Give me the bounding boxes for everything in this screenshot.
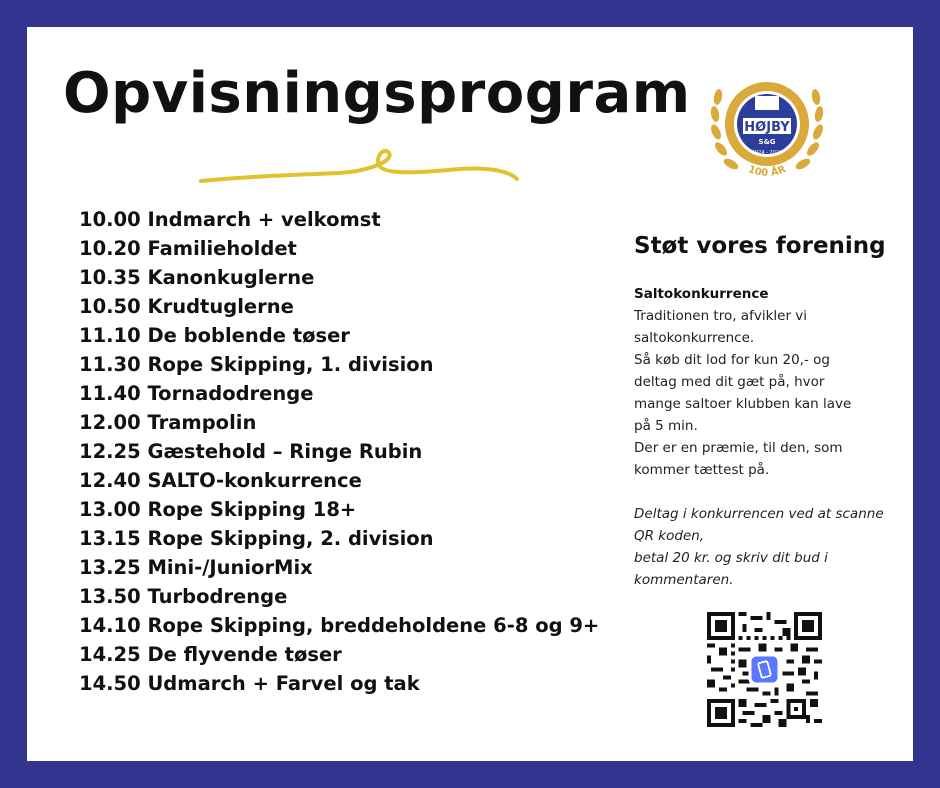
logo-name: HØJBY (744, 120, 790, 135)
support-line: Så køb dit lod for kun 20,- og (634, 352, 830, 368)
schedule-item: 12.00 Trampolin (79, 411, 257, 434)
schedule-item: 14.10 Rope Skipping, breddeholdene 6-8 og 9+ (79, 614, 600, 637)
schedule-item: 10.20 Familieholdet (79, 237, 297, 260)
support-italic-line: QR koden, (634, 528, 705, 544)
squiggle-decoration-icon (199, 149, 519, 189)
schedule-item: 14.25 De flyvende tøser (79, 643, 342, 666)
support-italic-line: betal 20 kr. og skriv dit bud i (634, 550, 828, 566)
schedule-item: 11.40 Tornadodrenge (79, 382, 314, 405)
schedule-item: 13.00 Rope Skipping 18+ (79, 498, 357, 521)
support-heading: Støt vores forening (634, 233, 886, 259)
logo-anniversary: 100 ÅR (746, 164, 788, 179)
schedule-item: 13.25 Mini-/JuniorMix (79, 556, 313, 579)
support-line: Traditionen tro, afvikler vi (634, 308, 808, 324)
support-subheading: Saltokonkurrence (634, 286, 769, 302)
mobilepay-icon (751, 656, 777, 682)
schedule-list (79, 205, 599, 698)
schedule-item: 10.00 Indmarch + velkomst (79, 208, 381, 231)
support-line: mange saltoer klubben kan lave (634, 396, 852, 412)
club-logo-icon (703, 54, 831, 196)
qr-code-icon[interactable] (707, 612, 822, 727)
page-title: Opvisningsprogram (63, 61, 691, 126)
schedule-item: 12.25 Gæstehold – Ringe Rubin (79, 440, 423, 463)
schedule-item: 10.50 Krudtuglerne (79, 295, 294, 318)
logo-arc-text: GYMNASTIK (735, 66, 799, 87)
schedule-item: 11.30 Rope Skipping, 1. division (79, 353, 434, 376)
support-line: Der er en præmie, til den, som (634, 440, 843, 456)
schedule-item: 11.10 De boblende tøser (79, 324, 350, 347)
support-line: kommer tættest på. (634, 462, 770, 478)
support-line: saltokonkurrence. (634, 330, 755, 346)
support-italic-line: kommentaren. (634, 572, 734, 588)
schedule-item: 14.50 Udmarch + Farvel og tak (79, 672, 420, 695)
support-section (634, 233, 904, 591)
svg-text:100 ÅR (746, 164, 787, 179)
program-card (27, 27, 913, 761)
support-italic-line: Deltag i konkurrencen ved at scanne (634, 506, 884, 522)
schedule-item: 13.50 Turbodrenge (79, 585, 288, 608)
schedule-item: 13.15 Rope Skipping, 2. division (79, 527, 434, 550)
schedule-item: 10.35 Kanonkuglerne (79, 266, 315, 289)
support-line: deltag med dit gæt på, hvor (634, 374, 825, 390)
schedule-item: 12.40 SALTO-konkurrence (79, 469, 362, 492)
logo-years: 1924 - 2024 (751, 150, 783, 156)
support-line: på 5 min. (634, 418, 698, 434)
logo-abbrev: S&G (758, 138, 776, 146)
